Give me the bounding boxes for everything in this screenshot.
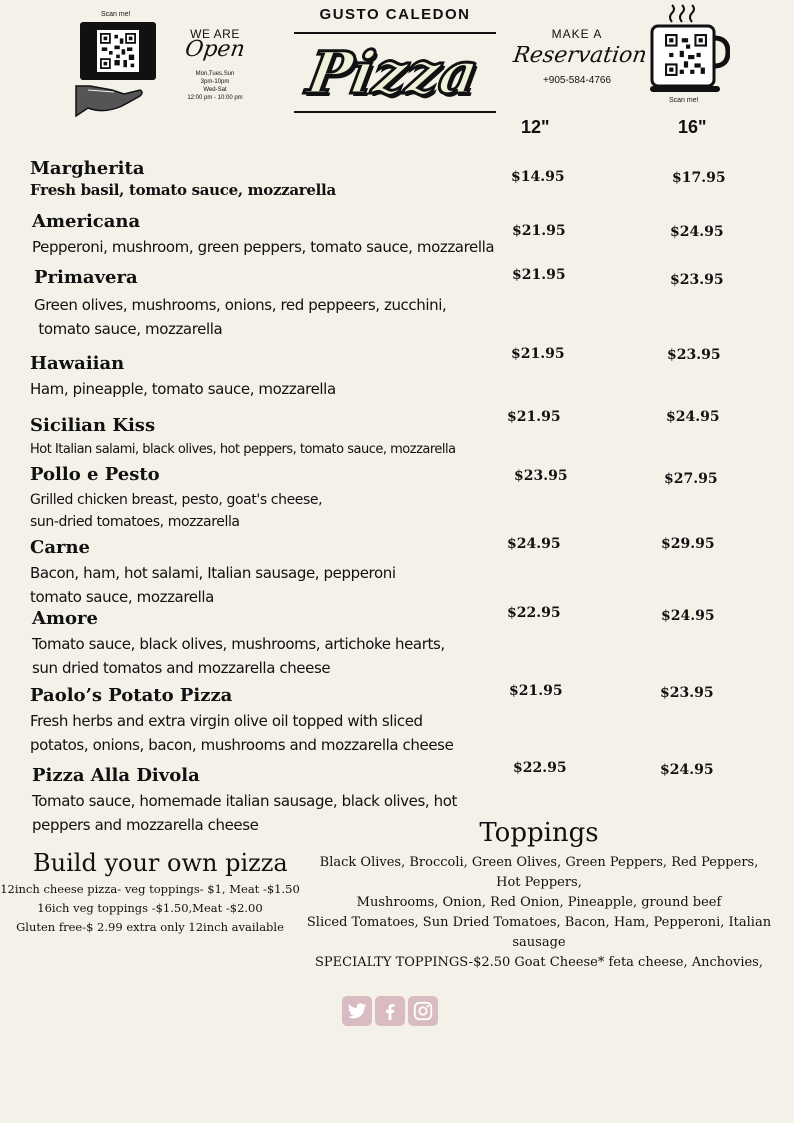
price-16: $24.95 [661,608,715,624]
we-are-label: WE ARE [190,27,240,41]
brand-name: GUSTO CALEDON [319,6,471,23]
hours-line: 12:00 pm - 10:00 pm [187,95,243,101]
qr-code-left[interactable] [95,28,141,74]
menu-item-desc: Green olives, mushrooms, onions, red peppeers, zucchini, [34,296,447,314]
price-12: $14.95 [511,169,565,185]
price-12: $23.95 [514,468,568,484]
steam-icon [666,4,700,24]
phone-number[interactable]: +905-584-4766 [542,75,612,86]
price-12: $24.95 [507,536,561,552]
qr-icon [100,33,136,69]
menu-item-name: Pizza Alla Divola [32,765,200,786]
menu-item-name: Sicilian Kiss [30,415,156,436]
menu-item-desc: Hot Italian salami, black olives, hot peppers, tomato sauce, mozzarella [30,442,456,457]
menu-item-name: Amore [32,608,98,629]
byo-line: Gluten free-$ 2.99 extra only 12inch available [16,920,284,934]
instagram-icon [412,1000,434,1022]
toppings-line: SPECIALTY TOPPINGS-$2.50 Goat Cheese* feta cheese, Anchovies, [315,955,763,970]
divider [294,111,496,113]
qr-code-right[interactable] [662,31,710,79]
menu-item-desc: Ham, pineapple, tomato sauce, mozzarella [30,380,336,398]
menu-item-name: Hawaiian [30,353,125,374]
build-your-own-title: Build your own pizza [33,849,288,877]
price-12: $21.95 [509,683,563,699]
toppings-line: Sliced Tomatoes, Sun Dried Tomatoes, Bacon, Ham, Pepperoni, Italian sausage [306,915,772,950]
price-16: $24.95 [670,224,724,240]
reservation-script: Reservation [511,43,649,68]
toppings-line: Mushrooms, Onion, Red Onion, Pineapple, ground beef [356,895,722,910]
pizza-logo: Pizza [302,39,484,107]
menu-item-name: Pollo e Pesto [30,464,160,485]
menu-item-desc: Fresh herbs and extra virgin olive oil topped with sliced [30,712,423,730]
byo-line: 16ich veg toppings -$1.50,Meat -$2.00 [37,901,263,915]
price-12: $22.95 [507,605,561,621]
toppings-list [306,853,772,973]
price-16: $24.95 [660,762,714,778]
menu-item-desc: tomato sauce, mozzarella [34,320,223,338]
price-12: $21.95 [512,223,566,239]
hours-line: Mon,Tues,Sun [195,71,235,77]
build-your-own-list [0,880,300,937]
size-heading-12: 12" [521,117,550,137]
price-16: $24.95 [666,409,720,425]
twitter-icon [346,1000,368,1022]
menu-item-name: Americana [32,211,141,232]
hours-line: 3pm-10pm [200,79,230,85]
scan-me-label: Scan me! [101,11,131,18]
opening-hours [170,70,260,102]
divider [294,32,496,34]
menu-item-name: Primavera [34,267,138,288]
toppings-line: Black Olives, Broccoli, Green Olives, Green Peppers, Red Peppers, Hot Peppers, [319,855,759,890]
menu-item-desc: Tomato sauce, homemade italian sausage, black olives, hot [32,792,457,810]
price-16: $17.95 [672,170,726,186]
price-16: $27.95 [664,471,718,487]
menu-item-name: Carne [30,537,91,558]
menu-item-desc: sun-dried tomatoes, mozzarella [30,514,240,530]
toppings-title: Toppings [479,818,599,848]
price-12: $21.95 [511,346,565,362]
price-16: $29.95 [661,536,715,552]
menu-item-name: Margherita [30,158,145,179]
menu-item-desc: Pepperoni, mushroom, green peppers, tomato sauce, mozzarella [32,238,495,256]
hours-line: Wed-Sat [203,87,227,93]
menu-item-desc: peppers and mozzarella cheese [32,816,259,834]
open-script: Open [183,37,247,62]
qr-sign [80,22,156,80]
menu-item-desc: Bacon, ham, hot salami, Italian sausage, pepperoni [30,564,396,582]
menu-item-desc: Grilled chicken breast, pesto, goat's cheese, [30,492,323,508]
facebook-icon [379,1000,401,1022]
menu-item-desc: tomato sauce, mozzarella [30,588,214,606]
price-16: $23.95 [670,272,724,288]
byo-line: 12inch cheese pizza- veg toppings- $1, Meat -$1.50 [0,882,300,896]
menu-item-desc: Tomato sauce, black olives, mushrooms, artichoke hearts, [32,635,445,653]
menu-item-desc: potatos, onions, bacon, mushrooms and mozzarella cheese [30,736,454,754]
hand-icon [74,78,146,118]
scan-me-label: Scan me! [669,97,699,104]
instagram-link[interactable] [408,996,438,1026]
qr-icon [665,34,707,76]
size-heading-16: 16" [678,117,707,137]
menu-item-name: Paolo’s Potato Pizza [30,685,233,706]
facebook-link[interactable] [375,996,405,1026]
make-a-label: MAKE A [551,27,603,41]
price-12: $21.95 [507,409,561,425]
price-16: $23.95 [660,685,714,701]
price-12: $21.95 [512,267,566,283]
price-16: $23.95 [667,347,721,363]
price-12: $22.95 [513,760,567,776]
twitter-link[interactable] [342,996,372,1026]
menu-item-desc: sun dried tomatos and mozzarella cheese [32,659,331,677]
menu-item-desc: Fresh basil, tomato sauce, mozzarella [30,181,336,199]
